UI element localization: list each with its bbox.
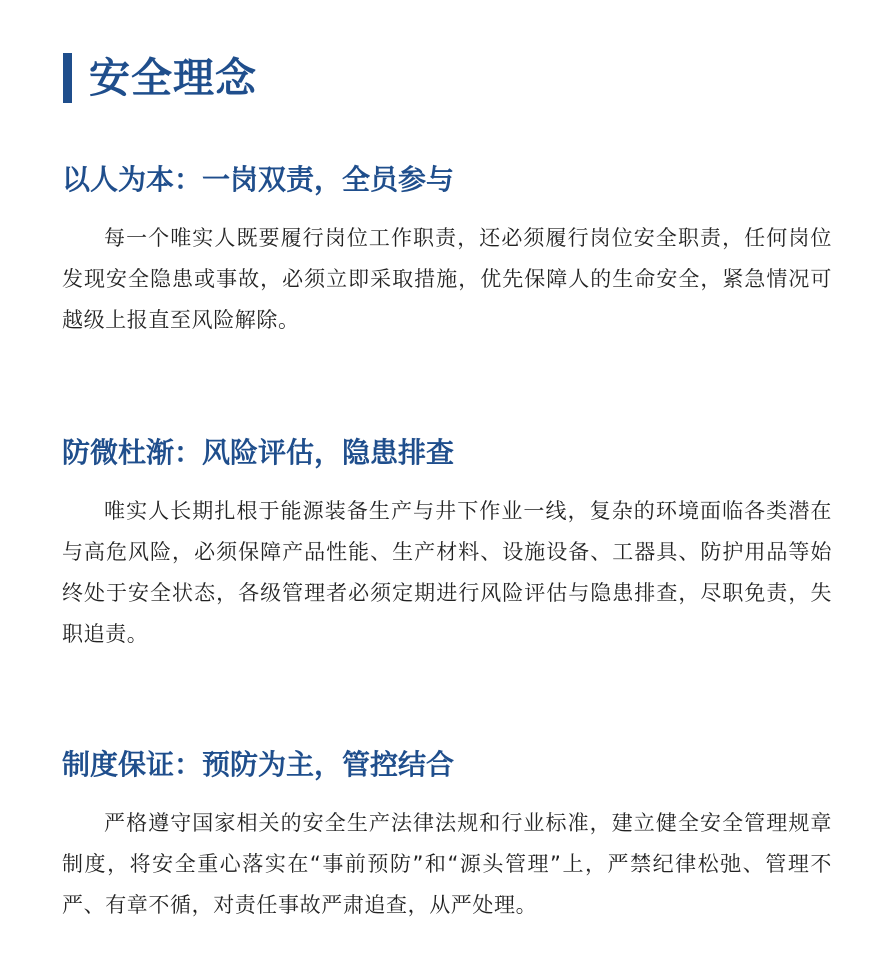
section-risk-prevention <box>62 433 832 655</box>
section-body: 唯实人长期扎根于能源装备生产与井下作业一线，复杂的环境面临各类潜在与高危风险，必须保障产品性能、生产材料、设施设备、工器具、防护用品等始终处于安全状态，各级管理者必须定期进行风险评估与隐患排查，尽职免责，失职追责。 <box>62 499 832 646</box>
page-title: 安全理念 <box>89 54 257 102</box>
section-body: 每一个唯实人既要履行岗位工作职责，还必须履行岗位安全职责，任何岗位发现安全隐患或事故，必须立即采取措施，优先保障人的生命安全，紧急情况可越级上报直至风险解除。 <box>62 226 832 332</box>
page-header <box>63 52 257 104</box>
section-heading: 以人为本：一岗双责，全员参与 <box>62 163 455 196</box>
section-heading: 制度保证：预防为主，管控结合 <box>62 748 455 781</box>
section-people-first <box>62 160 832 341</box>
section-heading: 防微杜渐：风险评估，隐患排查 <box>62 436 455 469</box>
section-system-guarantee <box>62 745 832 926</box>
section-body: 严格遵守国家相关的安全生产法律法规和行业标准，建立健全安全管理规章制度，将安全重心落实在“事前预防”和“源头管理”上，严禁纪律松弛、管理不严、有章不循，对责任事故严肃追查，从严处理。 <box>62 811 832 917</box>
title-accent-bar <box>63 53 72 103</box>
